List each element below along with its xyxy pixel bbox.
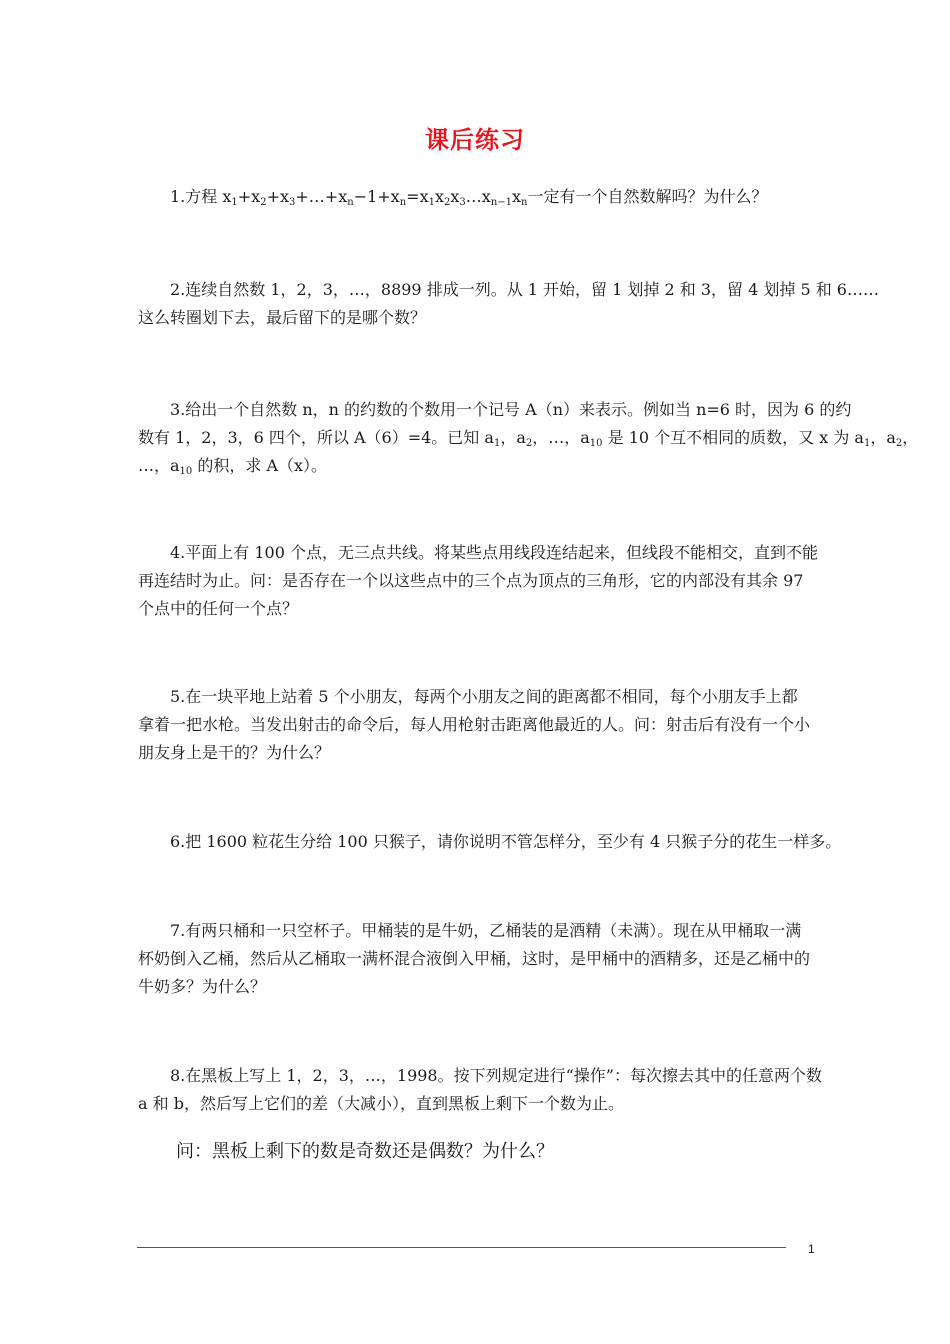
problem-8-line-1: 8.在黑板上写上 1，2，3，…，1998。按下列规定进行“操作”：每次擦去其中的任意两个数 xyxy=(170,1066,822,1085)
problem-5-line-1: 5.在一块平地上站着 5 个小朋友，每两个小朋友之间的距离都不相同，每个小朋友手上都 xyxy=(170,687,798,706)
problem-7-line-2: 杯奶倒入乙桶，然后从乙桶取一满杯混合液倒入甲桶，这时，是甲桶中的酒精多，还是乙桶中的 xyxy=(138,949,811,968)
problem-3-line-3: …，$a_{10}$ 的积，求 A（x）。 xyxy=(138,456,328,477)
problem-3-line-1: 3.给出一个自然数 n，n 的约数的个数用一个记号 A（n）来表示。例如当 n=6 时，因为 6 的约 xyxy=(170,400,852,419)
footer-divider xyxy=(137,1247,786,1248)
problem-7 xyxy=(138,917,818,1001)
problem-2-line-2: 这么转圈划下去，最后留下的是哪个数？ xyxy=(138,308,427,327)
problem-8-question: 问：黑板上剩下的数是奇数还是偶数？为什么？ xyxy=(176,1141,554,1162)
problem-8-line-2: a 和 b，然后写上它们的差（大减小），直到黑板上剩下一个数为止。 xyxy=(138,1094,624,1113)
problem-5-line-3: 朋友身上是干的？为什么？ xyxy=(138,743,331,762)
problem-3-line-2: 数有 1，2，3，6 四个，所以 A（6）=4。已知 $a_1$，$a_2$，…，$a_{10}$ 是 10 个互不相同的质数，又 x 为 $a_1$，$a_2$， xyxy=(138,428,919,449)
problem-2-line-1: 2.连续自然数 1，2，3，…，8899 排成一列。从 1 开始，留 1 划掉 2 和 3，留 4 划掉 5 和 6…… xyxy=(170,280,879,299)
problem-8 xyxy=(138,1062,822,1118)
problem-5 xyxy=(138,683,818,767)
problem-4-line-3: 个点中的任何一个点？ xyxy=(138,599,299,618)
problem-4-line-1: 4.平面上有 100 个点，无三点共线。将某些点用线段连结起来，但线段不能相交，直到不能 xyxy=(170,543,818,562)
problem-7-line-1: 7.有两只桶和一只空杯子。甲桶装的是牛奶，乙桶装的是酒精（未满）。现在从甲桶取一满 xyxy=(170,921,802,940)
problem-5-line-2: 拿着一把水枪。当发出射击的命令后，每人用枪射击距离他最近的人。问：射击后有没有一个小 xyxy=(138,715,811,734)
problem-6-line-1: 6.把 1600 粒花生分给 100 只猴子，请你说明不管怎样分，至少有 4 只猴子分的花生一样多。 xyxy=(170,832,842,851)
problem-3 xyxy=(138,396,919,480)
problem-2 xyxy=(138,276,879,332)
problem-1 xyxy=(138,183,818,211)
page-number: 1 xyxy=(808,1242,815,1256)
page-title: 课后练习 xyxy=(425,126,525,154)
problem-4-line-2: 再连结时为止。问：是否存在一个以这些点中的三个点为顶点的三角形，它的内部没有其余 97 xyxy=(138,571,804,590)
problem-1-line-1: 1.方程 $x_1+x_2+x_3+\dots+x_n-1+x_n=x_1x_2x_3\dots x_{n-1}x_n$一定有一个自然数解吗？为什么？ xyxy=(170,187,768,208)
problem-6 xyxy=(138,828,842,856)
problem-7-line-3: 牛奶多？为什么？ xyxy=(138,977,267,996)
problem-4 xyxy=(138,539,818,623)
